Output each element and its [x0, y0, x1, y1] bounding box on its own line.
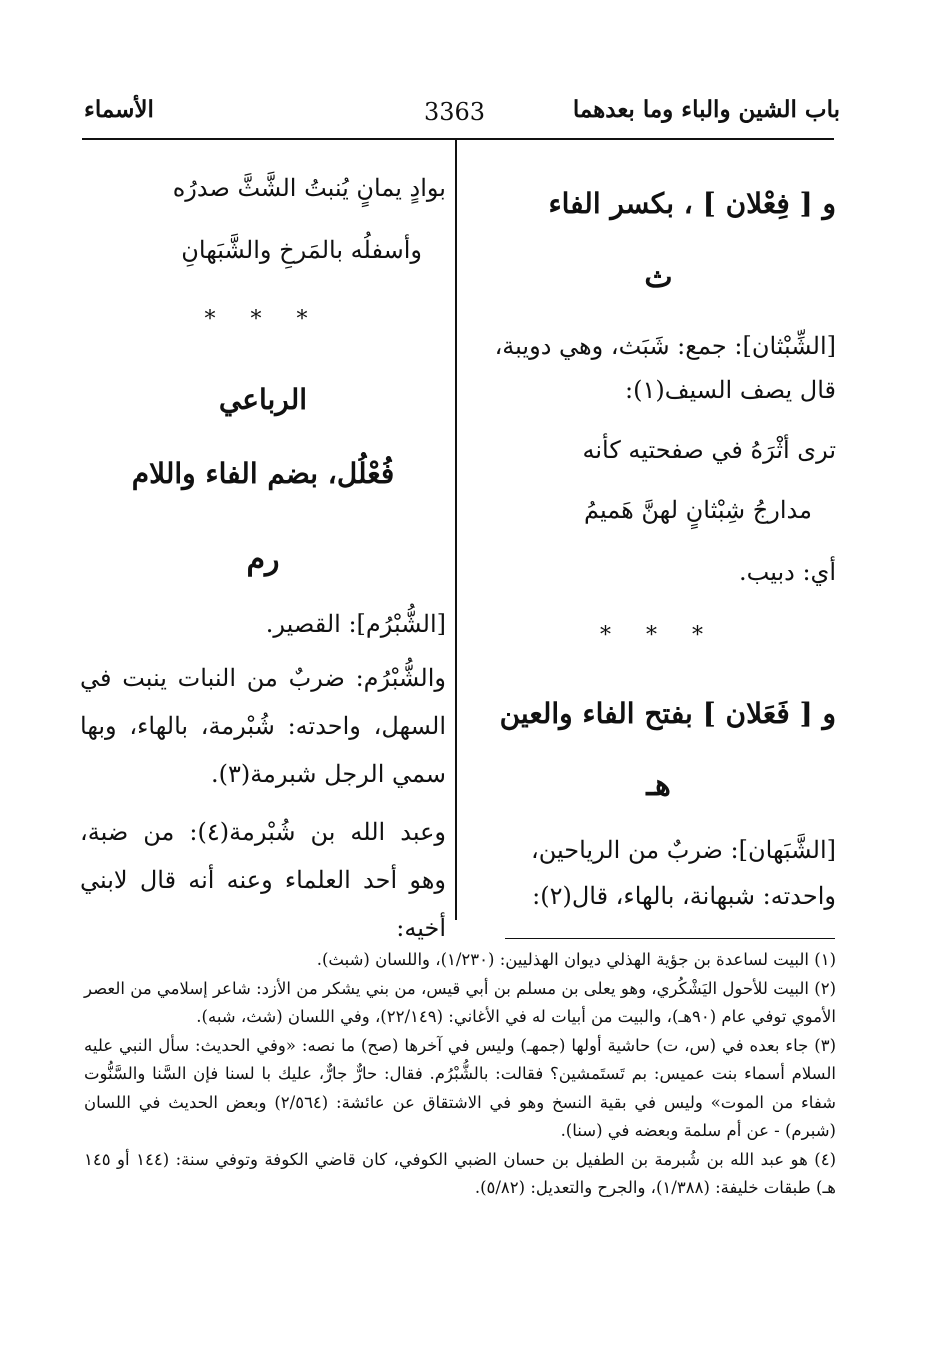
footnote-3: (٣) جاء بعده في (س، ت) حاشية أولها (جمهـ) وليس في آخرها (صح) ما نصه: «وفي الحديث: سأل النبي عليه السلام أسماء بنت عميس: بم تَستَمشين؟ فقالت: بالشُّبْرُم. فقال: حارٌّ جارٌّ، عليك با لسنا فإن السَّنا والسَّنُّوت شفاء من الموت» وليس في بقية النسخ وهو في الاشتقاق عن عائشة: (٢/٥٦٤) وبعض الحديث في اللسان (شبرم) - عن أم سلمة وبعضه في (سنا). [84, 1035, 836, 1140]
letter-tha: ث [644, 260, 673, 295]
heading-faalan-fath: و [ فَعَلان ] بفتح الفاء والعين [499, 697, 836, 730]
separator-stars: * * * [600, 623, 717, 648]
entry-shubrum-short: [الشُّبْرُم]: القصير. [265, 610, 446, 638]
entry-shabahan-line-2: واحدته: شبهانة، بالهاء، قال(٢): [532, 882, 836, 910]
entry-abdullah-shubrumah: وعبد الله بن شُبْرمة(٤): من ضبة، وهو أحد العلماء وعنه أنه قال لابني أخيه: [80, 818, 446, 942]
entry-shibthan-line-1: [الشِّبْثان]: جمع: شَبَث، وهي دويبة، [494, 332, 836, 360]
letter-ha: هـ [646, 768, 671, 803]
verse-1-line-2: مدارجُ شِبْثانٍ لهنَّ هَميمُ [583, 496, 812, 524]
entry-shibthan-line-2: قال يصف السيف(١): [625, 376, 836, 404]
verse-2-line-1: بوادٍ يمانٍ يُنبتُ الشَّثَّ صدرُه [172, 174, 446, 202]
category-title: الأسماء [84, 96, 154, 123]
heading-rubai: الرباعي [218, 383, 308, 416]
entry-shubrum-plant: والشُّبْرُم: ضربٌ من النبات ينبت في السهل، واحدته: شُبْرمة، بالهاء، وبها سمي الرجل شبرمة(٣). [80, 664, 446, 788]
footnote-2: (٢) البيت للأحول اليَشْكُري، وهو يعلى بن مسلم بن أبي قيس، من بني يشكر من الأزد: شاعر إسلامي من العصر الأموي توفي عام (٩٠هـ)، والبيت من أبيات له في الأغاني: (٢٢/١٤٩)، وفي اللسان (شث، شبه). [84, 978, 836, 1026]
footnote-4: (٤) هو عبد الله بن شُبرمة بن الطفيل بن حسان الضبي الكوفي، كان قاضي الكوفة وتوفي سنة: (١٤٤ أو ١٤٥ هـ) طبقات خليفة: (١/٣٨٨)، والجرح والتعديل: (٥/٨٢). [84, 1149, 836, 1197]
footnotes [84, 946, 836, 1203]
separator-stars-left: * * * [204, 307, 322, 332]
verse-2-line-2: وأسفلُه بالمَرخِ والشَّبَهانِ [181, 236, 422, 264]
verse-1-line-1: ترى أثْرَهُ في صفحتيه كأنه [582, 436, 836, 464]
section-title: باب الشين والباء وما بعدهما [572, 96, 840, 123]
heading-filan-kasr: و [ فِعْلان ] ، بكسر الفاء [548, 187, 836, 220]
footnote-1: (١) البيت لساعدة بن جؤية الهذلي ديوان الهذليين: (١/٢٣٠)، واللسان (شبث). [316, 950, 836, 969]
column-divider [455, 140, 457, 920]
heading-fulul: فُعْلُل، بضم الفاء واللام [131, 457, 395, 490]
letter-ra-mim: رم [246, 542, 280, 577]
page-number: 3363 [424, 98, 486, 126]
entry-shabahan-line-1: [الشَّبَهان]: ضربٌ من الرياحين، [531, 836, 836, 864]
header-rule [82, 138, 834, 140]
gloss-dabib: أي: دبيب. [739, 558, 836, 586]
footnote-rule [505, 938, 835, 939]
